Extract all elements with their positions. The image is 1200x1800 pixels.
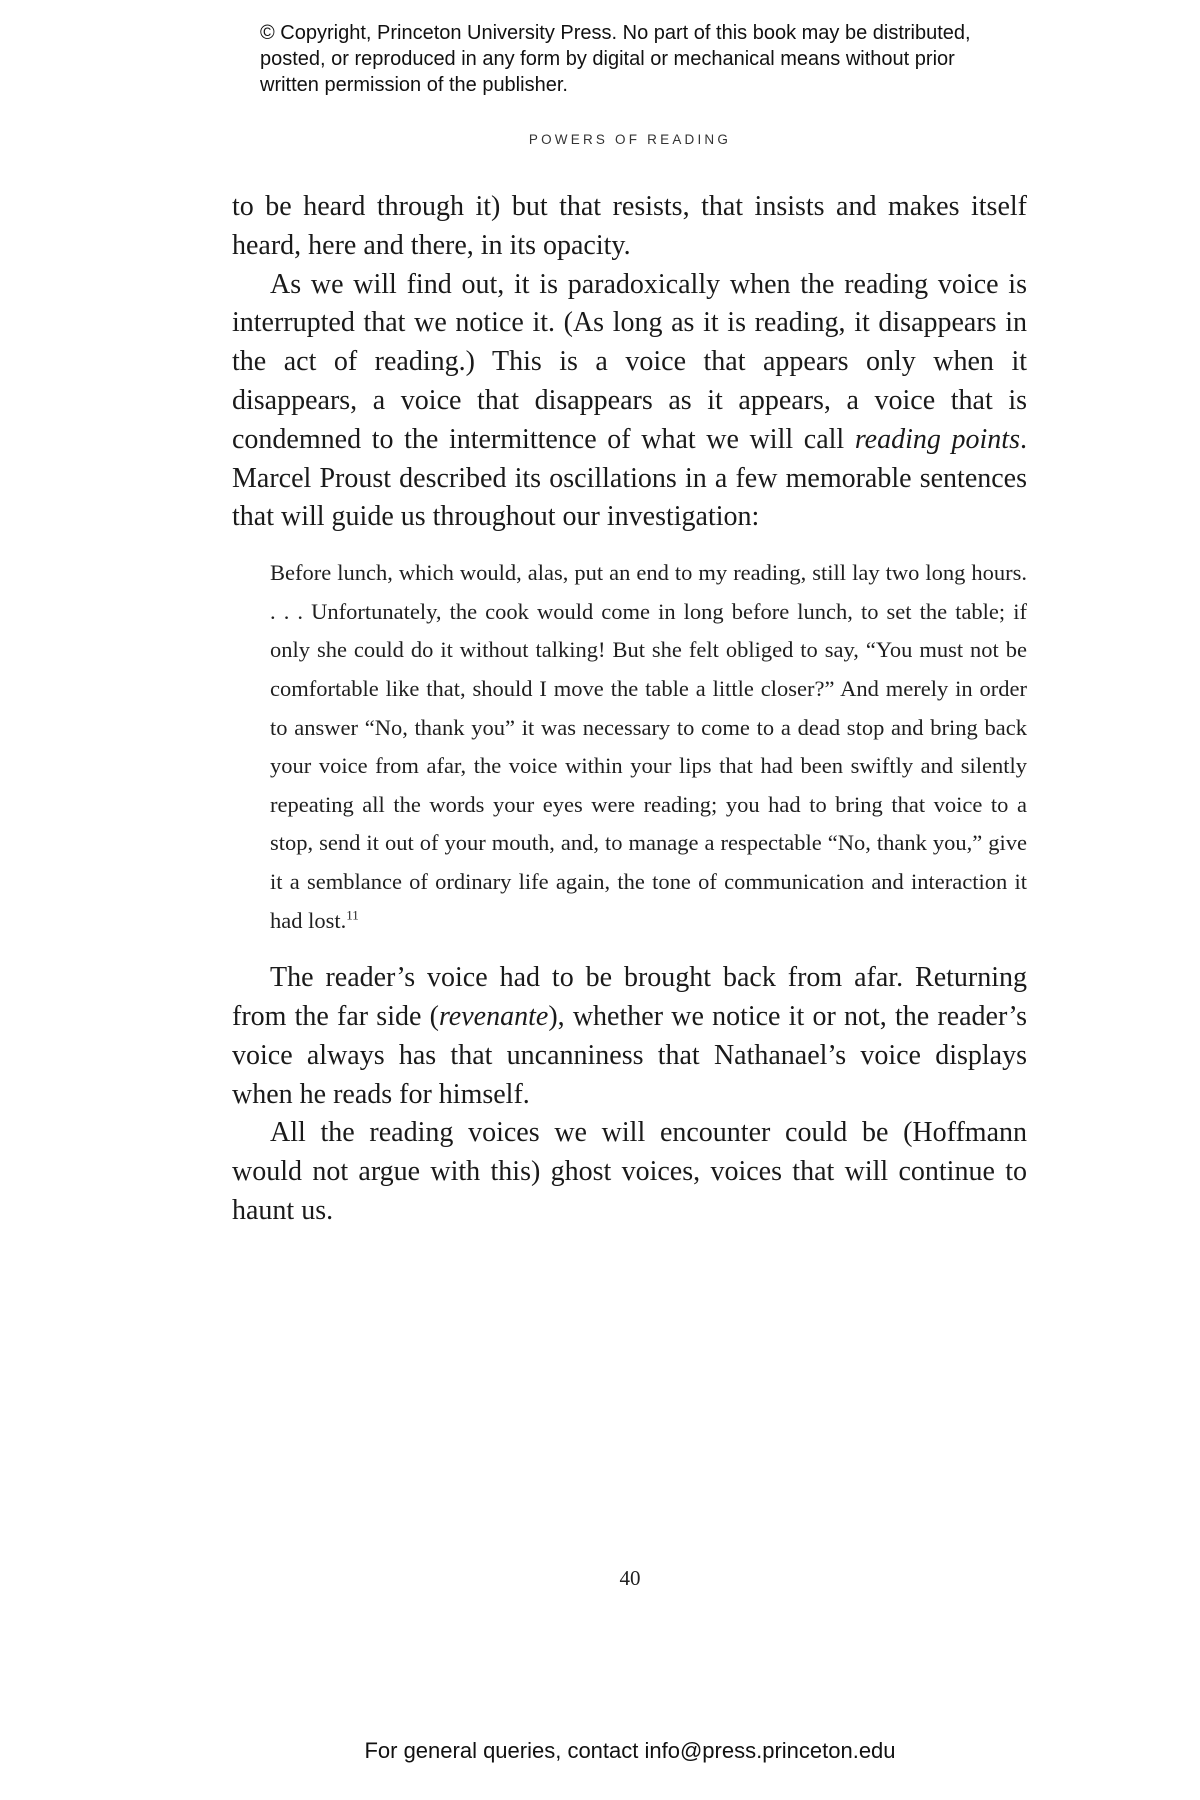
paragraph-4: All the reading voices we will encounter could be (Hoffmann would not argue with this) ghost voices, voices that will continue to haunt us. — [232, 1117, 1027, 1226]
paragraph-2-italic: reading points — [854, 423, 1020, 455]
paragraph-1: to be heard through it) but that resists, that insists and makes itself heard, here and there, in its opacity. — [232, 191, 1027, 261]
block-quote-text: Before lunch, which would, alas, put an end to my reading, still lay two long hours. . . . Unfortunately, the cook would come in long before lunch, to set the table; if only she could do it without talking! But she felt obliged to say, “You must not be comfortable like that, should I move the table a little closer?” And merely in order to answer “No, thank you” it was necessary to come to a dead stop and bring back your voice from afar, the voice within your lips that had been swiftly and silently repeating all the words your eyes were reading; you had to bring that voice to a stop, send it out of your mouth, and, to manage a respectable “No, thank you,” give it a semblance of ordinary life again, the tone of communication and interaction it had lost. — [270, 560, 1027, 933]
footnote-marker: 11 — [346, 907, 359, 923]
running-head: POWERS OF READING — [528, 132, 732, 147]
page-number: 40 — [619, 1566, 641, 1590]
paragraph-2 — [232, 266, 1027, 538]
body-text — [232, 188, 1027, 1231]
paragraph-3 — [232, 959, 1027, 1114]
paragraph-3-text: The reader’s voice had to be brought back from afar. Returning from the far side ( — [232, 962, 1027, 1032]
paragraph-2-text-end: . Marcel Proust described its oscillations in a few memorable sentences that will guide us throughout our investigation: — [232, 423, 1027, 533]
paragraph-3-italic: revenante — [438, 1000, 549, 1032]
paragraph-3-text-end: ), whether we notice it or not, the reader’s voice always has that uncanniness that Nathanael’s voice displays when he reads for himself. — [232, 1000, 1027, 1110]
paragraph-2-text: As we will find out, it is paradoxically when the reading voice is interrupted that we notice it. (As long as it is reading, it disappears in the act of reading.) This is a voice that appears only when it disappears, a voice that disappears as it appears, a voice that is condemned to the intermittence of what we will call — [232, 268, 1027, 455]
copyright-notice: © Copyright, Princeton University Press. No part of this book may be distributed, posted, or reproduced in any form by digital or mechanical means without prior written permission of the publisher. — [260, 22, 971, 96]
block-quote — [270, 554, 1027, 940]
footer-contact: For general queries, contact info@press.princeton.edu — [364, 1738, 896, 1763]
